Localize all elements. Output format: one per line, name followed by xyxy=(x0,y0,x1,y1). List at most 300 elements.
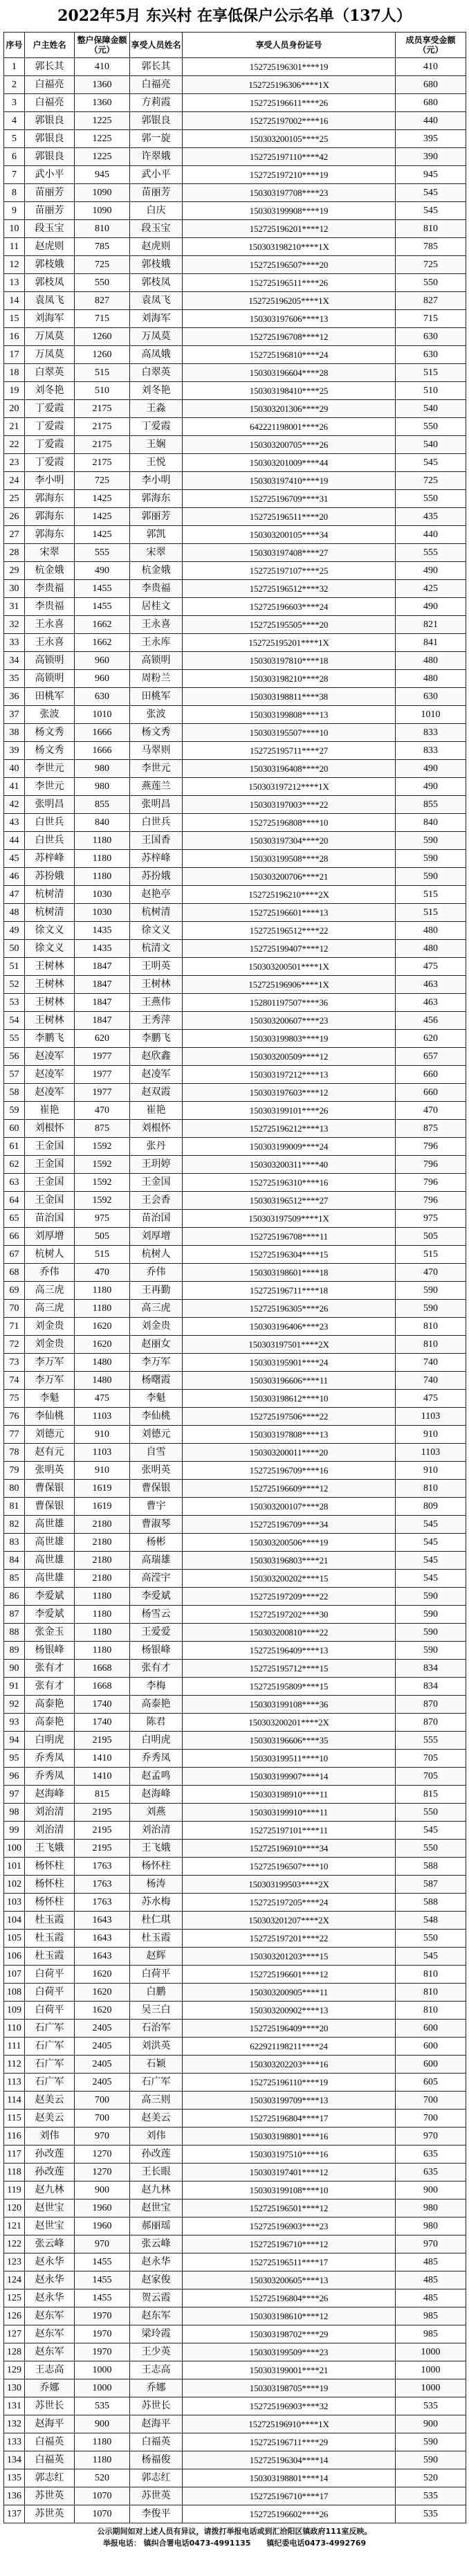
household-amount: 1620 xyxy=(75,1318,130,1336)
member-amount: 545 xyxy=(396,1570,466,1588)
row-index: 80 xyxy=(4,1480,25,1498)
recipient-name: 周粉兰 xyxy=(130,670,183,688)
member-amount: 390 xyxy=(396,148,466,166)
table-row xyxy=(4,2487,466,2505)
recipient-name: 居桂文 xyxy=(130,598,183,616)
row-index: 64 xyxy=(4,1192,25,1210)
table-row xyxy=(4,1498,466,1516)
member-amount: 550 xyxy=(396,418,466,436)
recipient-id: 150303197810****18 xyxy=(183,652,396,670)
recipient-name: 赵家俊 xyxy=(130,2271,183,2289)
household-amount: 1455 xyxy=(75,598,130,616)
member-amount: 515 xyxy=(396,886,466,904)
table-row xyxy=(4,1408,466,1426)
row-index: 135 xyxy=(4,2469,25,2487)
recipient-id: 152725196110****19 xyxy=(183,2074,396,2092)
household-amount: 1960 xyxy=(75,2217,130,2235)
household-head: 郭海东 xyxy=(25,526,75,544)
member-amount: 1103 xyxy=(396,1444,466,1462)
household-amount: 815 xyxy=(75,1786,130,1804)
table-row xyxy=(4,634,466,652)
recipient-id: 152725196709****16 xyxy=(183,1462,396,1480)
recipient-name: 李世元 xyxy=(130,760,183,778)
household-head: 张明英 xyxy=(25,1462,75,1480)
household-head: 李世元 xyxy=(25,760,75,778)
member-amount: 590 xyxy=(396,832,466,850)
household-amount: 1620 xyxy=(75,1336,130,1354)
household-amount: 1455 xyxy=(75,2271,130,2289)
recipient-id: 622921198211****24 xyxy=(183,2038,396,2056)
row-index: 114 xyxy=(4,2092,25,2110)
household-amount: 1270 xyxy=(75,2146,130,2164)
table-row xyxy=(4,472,466,490)
row-index: 19 xyxy=(4,382,25,400)
recipient-id: 152725196906****1X xyxy=(183,976,396,994)
table-row xyxy=(4,1372,466,1390)
recipient-id: 152725195505****20 xyxy=(183,616,396,634)
recipient-id: 150303198612****10 xyxy=(183,1390,396,1408)
recipient-name: 郭丽芳 xyxy=(130,508,183,526)
household-head: 苗丽芳 xyxy=(25,184,75,202)
table-row xyxy=(4,1264,466,1282)
household-amount: 1225 xyxy=(75,112,130,130)
recipient-name: 白明虎 xyxy=(130,1732,183,1750)
recipient-name: 杭树人 xyxy=(130,1246,183,1264)
row-index: 32 xyxy=(4,616,25,634)
member-amount: 700 xyxy=(396,2110,466,2128)
recipient-id: 150303200706****21 xyxy=(183,868,396,886)
member-amount: 796 xyxy=(396,1138,466,1156)
recipient-name: 王志高 xyxy=(130,2361,183,2379)
household-head: 苏世英 xyxy=(25,2505,75,2523)
recipient-id: 152725195201****1X xyxy=(183,634,396,652)
recipient-id: 152725196306****1X xyxy=(183,76,396,94)
row-index: 54 xyxy=(4,1012,25,1030)
recipient-name: 赵辉 xyxy=(130,1948,183,1966)
row-index: 108 xyxy=(4,1984,25,2002)
recipient-id: 152725196708****12 xyxy=(183,328,396,346)
recipient-id: 150303197212****1X xyxy=(183,778,396,796)
member-amount: 480 xyxy=(396,940,466,958)
household-head: 杨怀柱 xyxy=(25,1894,75,1912)
table-row xyxy=(4,742,466,760)
recipient-id: 152725196304****15 xyxy=(183,1246,396,1264)
report-phone-primary: 举报电话： 镇纠合署电话0473-4991135 xyxy=(102,2539,251,2548)
member-amount: 680 xyxy=(396,76,466,94)
household-amount: 490 xyxy=(75,562,130,580)
table-row xyxy=(4,1750,466,1768)
recipient-id: 152725196903****32 xyxy=(183,2397,396,2415)
table-row xyxy=(4,2217,466,2235)
recipient-id: 150303200105****34 xyxy=(183,526,396,544)
recipient-name: 王少英 xyxy=(130,2343,183,2361)
household-head: 高三虎 xyxy=(25,1282,75,1300)
recipient-name: 王永库 xyxy=(130,634,183,652)
member-amount: 545 xyxy=(396,184,466,202)
table-row xyxy=(4,2325,466,2343)
table-row xyxy=(4,2469,466,2487)
row-index: 81 xyxy=(4,1498,25,1516)
row-index: 50 xyxy=(4,940,25,958)
member-amount: 590 xyxy=(396,1606,466,1624)
row-index: 29 xyxy=(4,562,25,580)
row-index: 117 xyxy=(4,2146,25,2164)
household-head: 乔娜 xyxy=(25,2379,75,2397)
recipient-name: 郭枝凤 xyxy=(130,274,183,292)
recipient-name: 王会香 xyxy=(130,1192,183,1210)
recipient-id: 152725196903****23 xyxy=(183,2217,396,2235)
member-amount: 410 xyxy=(396,58,466,76)
recipient-id: 150303199509****23 xyxy=(183,2343,396,2361)
member-amount: 588 xyxy=(396,1858,466,1876)
household-amount: 1180 xyxy=(75,1642,130,1660)
member-amount: 827 xyxy=(396,292,466,310)
household-head: 丁爱霞 xyxy=(25,418,75,436)
recipient-name: 李鹏飞 xyxy=(130,1030,183,1048)
household-head: 赵永华 xyxy=(25,2289,75,2307)
recipient-name: 王玥婷 xyxy=(130,1156,183,1174)
household-amount: 510 xyxy=(75,382,130,400)
table-row xyxy=(4,220,466,238)
member-amount: 810 xyxy=(396,1966,466,1984)
household-head: 袁凤飞 xyxy=(25,292,75,310)
member-amount: 985 xyxy=(396,2325,466,2343)
household-head: 赵世宝 xyxy=(25,2199,75,2217)
household-amount: 1180 xyxy=(75,1588,130,1606)
row-index: 21 xyxy=(4,418,25,436)
recipient-name: 郝丽瑶 xyxy=(130,2217,183,2235)
row-index: 96 xyxy=(4,1768,25,1786)
table-row xyxy=(4,1480,466,1498)
recipient-name: 苏扮娥 xyxy=(130,868,183,886)
recipient-id: 150303197410****19 xyxy=(183,472,396,490)
recipient-id: 152725196709****31 xyxy=(183,490,396,508)
recipient-name: 王燕伟 xyxy=(130,994,183,1012)
member-amount: 815 xyxy=(396,1786,466,1804)
table-row xyxy=(4,1840,466,1858)
recipient-id: 150303200201****2X xyxy=(183,1714,396,1732)
report-phone-line xyxy=(3,2537,466,2549)
row-index: 66 xyxy=(4,1228,25,1246)
household-amount: 1103 xyxy=(75,1444,130,1462)
recipient-name: 杨涛 xyxy=(130,1876,183,1894)
household-amount: 1592 xyxy=(75,1174,130,1192)
row-index: 83 xyxy=(4,1534,25,1552)
household-amount: 1960 xyxy=(75,2199,130,2217)
table-row xyxy=(4,526,466,544)
recipient-id: 150303199508****28 xyxy=(183,850,396,868)
household-head: 曹保银 xyxy=(25,1480,75,1498)
recipient-name: 梁玲霞 xyxy=(130,2325,183,2343)
household-head: 苗治国 xyxy=(25,1210,75,1228)
table-row xyxy=(4,814,466,832)
recipient-name: 杨雪云 xyxy=(130,1606,183,1624)
table-row xyxy=(4,1624,466,1642)
table-row xyxy=(4,1084,466,1102)
recipient-name: 杨怀柱 xyxy=(130,1858,183,1876)
recipient-name: 杜玉霞 xyxy=(130,1930,183,1948)
household-amount: 1847 xyxy=(75,1012,130,1030)
household-amount: 1010 xyxy=(75,706,130,724)
household-head: 王志高 xyxy=(25,2361,75,2379)
household-amount: 960 xyxy=(75,670,130,688)
household-amount: 1090 xyxy=(75,202,130,220)
recipient-id: 150303199108****10 xyxy=(183,2182,396,2199)
recipient-name: 杨文秀 xyxy=(130,724,183,742)
row-index: 24 xyxy=(4,472,25,490)
household-amount: 1090 xyxy=(75,184,130,202)
household-amount: 1592 xyxy=(75,1156,130,1174)
table-row xyxy=(4,1282,466,1300)
row-index: 7 xyxy=(4,166,25,184)
household-head: 白福英 xyxy=(25,2451,75,2469)
row-index: 116 xyxy=(4,2128,25,2146)
household-head: 刘金贵 xyxy=(25,1336,75,1354)
recipient-name: 高三虎 xyxy=(130,1300,183,1318)
row-index: 122 xyxy=(4,2235,25,2253)
recipient-id: 150303201306****29 xyxy=(183,400,396,418)
member-amount: 590 xyxy=(396,1624,466,1642)
member-amount: 605 xyxy=(396,2074,466,2092)
recipient-name: 刘海军 xyxy=(130,310,183,328)
member-amount: 535 xyxy=(396,2487,466,2505)
member-amount: 490 xyxy=(396,778,466,796)
table-row xyxy=(4,940,466,958)
member-amount: 480 xyxy=(396,670,466,688)
recipient-name: 陈君 xyxy=(130,1714,183,1732)
table-row xyxy=(4,652,466,670)
member-amount: 485 xyxy=(396,2271,466,2289)
household-head: 赵世宝 xyxy=(25,2217,75,2235)
row-index: 28 xyxy=(4,544,25,562)
recipient-name: 刘德元 xyxy=(130,1426,183,1444)
household-head: 张波 xyxy=(25,706,75,724)
household-head: 赵凌军 xyxy=(25,1084,75,1102)
table-row xyxy=(4,598,466,616)
household-head: 刘德元 xyxy=(25,1426,75,1444)
household-head: 苏世英 xyxy=(25,2487,75,2505)
household-amount: 2180 xyxy=(75,1552,130,1570)
household-head: 杭树清 xyxy=(25,886,75,904)
recipient-name: 刘金贵 xyxy=(130,1318,183,1336)
table-body xyxy=(4,58,466,2523)
recipient-name: 高三则 xyxy=(130,2092,183,2110)
row-index: 90 xyxy=(4,1660,25,1678)
household-head: 白翠英 xyxy=(25,364,75,382)
recipient-id: 150303200506****19 xyxy=(183,1534,396,1552)
table-row xyxy=(4,508,466,526)
household-head: 郭银良 xyxy=(25,130,75,148)
member-amount: 833 xyxy=(396,724,466,742)
recipient-name: 刘伟 xyxy=(130,2128,183,2146)
row-index: 1 xyxy=(4,58,25,76)
household-amount: 1270 xyxy=(75,2164,130,2182)
household-head: 王树林 xyxy=(25,1012,75,1030)
household-head: 高锁明 xyxy=(25,652,75,670)
household-head: 万凤莫 xyxy=(25,328,75,346)
member-amount: 910 xyxy=(396,1426,466,1444)
table-row xyxy=(4,2020,466,2038)
member-amount: 545 xyxy=(396,1552,466,1570)
household-amount: 1180 xyxy=(75,1300,130,1318)
recipient-name: 段玉宝 xyxy=(130,220,183,238)
recipient-name: 刘根怀 xyxy=(130,1120,183,1138)
household-head: 杨怀柱 xyxy=(25,1858,75,1876)
member-amount: 900 xyxy=(396,2182,466,2199)
recipient-id: 150303198410****25 xyxy=(183,382,396,400)
member-amount: 833 xyxy=(396,742,466,760)
recipient-name: 孙改莲 xyxy=(130,2146,183,2164)
recipient-name: 王秀萍 xyxy=(130,1012,183,1030)
recipient-id: 150303201207****2X xyxy=(183,1912,396,1930)
recipient-name: 刘治清 xyxy=(130,1822,183,1840)
household-head: 高泰艳 xyxy=(25,1696,75,1714)
member-amount: 870 xyxy=(396,1696,466,1714)
member-amount: 700 xyxy=(396,2092,466,2110)
household-amount: 475 xyxy=(75,1390,130,1408)
recipient-id: 150303196406****23 xyxy=(183,1318,396,1336)
recipient-id: 150303198801****14 xyxy=(183,2469,396,2487)
recipient-id: 150303197501****2X xyxy=(183,1336,396,1354)
recipient-id: 150303200509****12 xyxy=(183,1048,396,1066)
household-head: 刘厚增 xyxy=(25,1228,75,1246)
recipient-id: 152725196603****24 xyxy=(183,598,396,616)
recipient-name: 苗丽芳 xyxy=(130,184,183,202)
household-amount: 2175 xyxy=(75,454,130,472)
household-amount: 1970 xyxy=(75,2307,130,2325)
row-index: 53 xyxy=(4,994,25,1012)
household-head: 赵海峰 xyxy=(25,1786,75,1804)
recipient-name: 赵永华 xyxy=(130,2253,183,2271)
row-index: 37 xyxy=(4,706,25,724)
household-head: 田桃军 xyxy=(25,688,75,706)
member-amount: 975 xyxy=(396,1210,466,1228)
table-row xyxy=(4,1030,466,1048)
household-amount: 1455 xyxy=(75,2253,130,2271)
household-head: 白世兵 xyxy=(25,814,75,832)
row-index: 89 xyxy=(4,1642,25,1660)
member-amount: 550 xyxy=(396,274,466,292)
document-page xyxy=(3,0,466,2549)
row-index: 123 xyxy=(4,2253,25,2271)
recipient-name: 赵孟鸣 xyxy=(130,1768,183,1786)
recipient-id: 150303198210****28 xyxy=(183,670,396,688)
member-amount: 590 xyxy=(396,1588,466,1606)
recipient-id: 150303199907****14 xyxy=(183,1768,396,1786)
household-head: 刘根怀 xyxy=(25,1120,75,1138)
row-index: 111 xyxy=(4,2038,25,2056)
table-row xyxy=(4,1048,466,1066)
member-amount: 785 xyxy=(396,238,466,256)
recipient-name: 田桃军 xyxy=(130,688,183,706)
member-amount: 555 xyxy=(396,1732,466,1750)
household-amount: 1070 xyxy=(75,2487,130,2505)
table-row xyxy=(4,1570,466,1588)
household-amount: 2195 xyxy=(75,1822,130,1840)
recipient-id: 150303199908****19 xyxy=(183,202,396,220)
recipient-id: 152725196601****13 xyxy=(183,904,396,922)
row-index: 67 xyxy=(4,1246,25,1264)
household-amount: 875 xyxy=(75,1120,130,1138)
row-index: 58 xyxy=(4,1084,25,1102)
household-head: 赵美云 xyxy=(25,2110,75,2128)
member-amount: 630 xyxy=(396,346,466,364)
row-index: 92 xyxy=(4,1696,25,1714)
header-household-head: 户主姓名 xyxy=(25,33,75,58)
member-amount: 545 xyxy=(396,1534,466,1552)
household-head: 高三虎 xyxy=(25,1300,75,1318)
household-amount: 2195 xyxy=(75,1840,130,1858)
household-amount: 2180 xyxy=(75,1570,130,1588)
recipient-name: 赵艳亭 xyxy=(130,886,183,904)
household-head: 白福亮 xyxy=(25,76,75,94)
member-amount: 1103 xyxy=(396,1408,466,1426)
row-index: 109 xyxy=(4,2002,25,2020)
household-amount: 2175 xyxy=(75,418,130,436)
recipient-id: 150303197708****23 xyxy=(183,184,396,202)
household-head: 赵美云 xyxy=(25,2092,75,2110)
recipient-id: 150303201203****15 xyxy=(183,1948,396,1966)
table-row xyxy=(4,1822,466,1840)
recipient-id: 152725196511****26 xyxy=(183,274,396,292)
recipient-id: 152725196601****12 xyxy=(183,1966,396,1984)
recipient-name: 石颖 xyxy=(130,2056,183,2074)
recipient-name: 李仙桃 xyxy=(130,1408,183,1426)
row-index: 55 xyxy=(4,1030,25,1048)
household-amount: 1977 xyxy=(75,1084,130,1102)
recipient-id: 152725197110****42 xyxy=(183,148,396,166)
recipient-name: 王淼 xyxy=(130,400,183,418)
household-amount: 1620 xyxy=(75,1984,130,2002)
recipient-id: 152725196512****22 xyxy=(183,922,396,940)
table-row xyxy=(4,1732,466,1750)
recipient-name: 贺云霞 xyxy=(130,2289,183,2307)
table-row xyxy=(4,1102,466,1120)
recipient-name: 刘冬艳 xyxy=(130,382,183,400)
household-head: 李爱斌 xyxy=(25,1606,75,1624)
recipient-id: 150303199503****2X xyxy=(183,1876,396,1894)
table-row xyxy=(4,886,466,904)
recipient-id: 150303198210****1X xyxy=(183,238,396,256)
recipient-id: 150303199803****19 xyxy=(183,1030,396,1048)
recipient-name: 石治军 xyxy=(130,2020,183,2038)
table-row xyxy=(4,1426,466,1444)
household-amount: 1619 xyxy=(75,1498,130,1516)
household-head: 乔秀凤 xyxy=(25,1768,75,1786)
table-row xyxy=(4,2451,466,2469)
member-amount: 630 xyxy=(396,688,466,706)
row-index: 63 xyxy=(4,1174,25,1192)
recipient-name: 王树林 xyxy=(130,976,183,994)
household-amount: 1030 xyxy=(75,886,130,904)
member-amount: 810 xyxy=(396,1480,466,1498)
table-row xyxy=(4,2002,466,2020)
recipient-id: 152725196511****17 xyxy=(183,2253,396,2271)
member-amount: 545 xyxy=(396,1822,466,1840)
member-amount: 910 xyxy=(396,1462,466,1480)
member-amount: 463 xyxy=(396,994,466,1012)
table-row xyxy=(4,922,466,940)
household-head: 郭枝娥 xyxy=(25,256,75,274)
recipient-name: 杨银峰 xyxy=(130,1642,183,1660)
row-index: 43 xyxy=(4,814,25,832)
household-amount: 620 xyxy=(75,1030,130,1048)
household-amount: 970 xyxy=(75,2235,130,2253)
household-head: 赵海平 xyxy=(25,2415,75,2433)
member-amount: 480 xyxy=(396,922,466,940)
household-amount: 1360 xyxy=(75,94,130,112)
table-row xyxy=(4,1012,466,1030)
